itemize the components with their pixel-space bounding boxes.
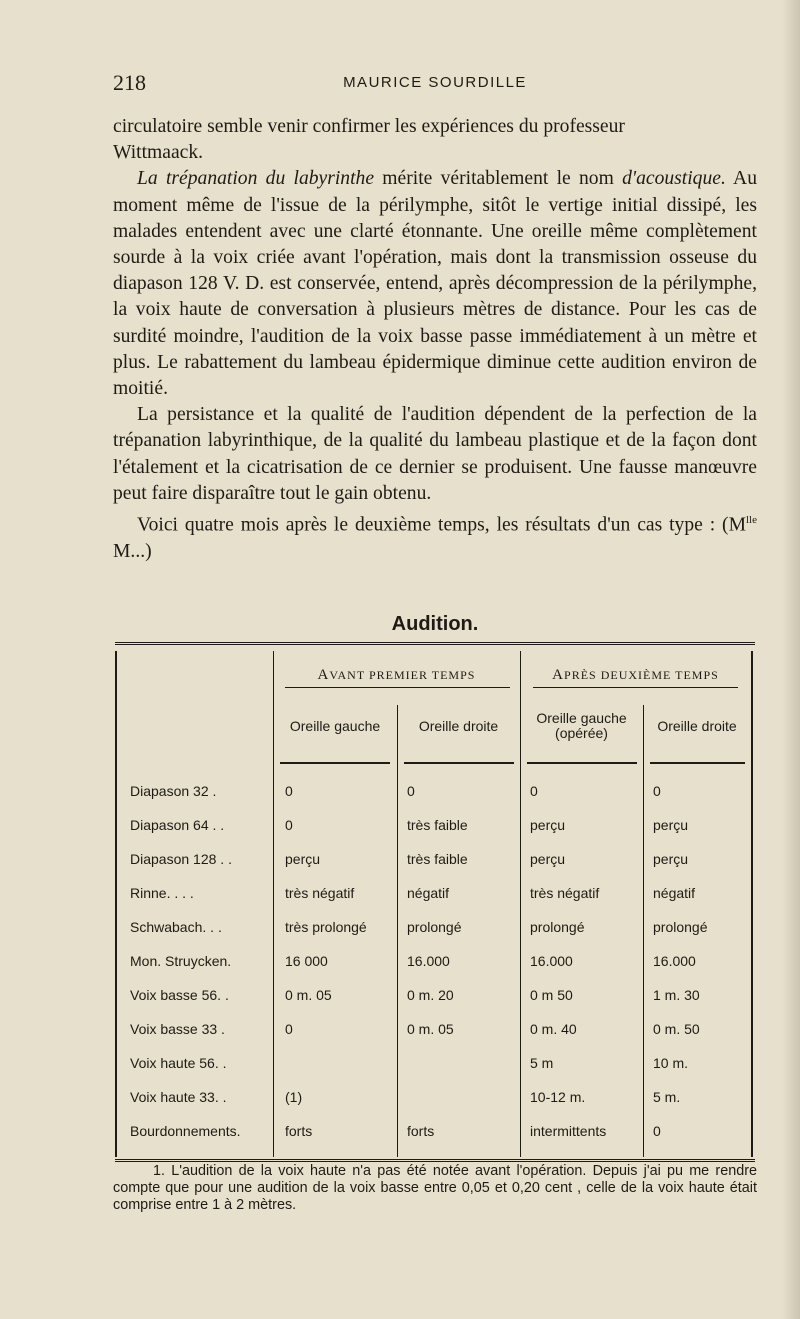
- col-header-1: Oreille gauche: [289, 718, 381, 734]
- col-header-4: Oreille droite: [657, 718, 737, 734]
- table-title: Audition.: [391, 613, 479, 635]
- header-rule-2: [404, 762, 514, 764]
- table-row: Bourdonnements. forts forts intermittents 0: [130, 1123, 661, 1139]
- header-rule-3: [527, 762, 637, 764]
- table-row: Voix haute 56. . 5 m 10 m.: [130, 1055, 689, 1071]
- audition-table: [115, 642, 755, 1162]
- table-row: Voix haute 33. . (1) 10-12 m. 5 m.: [130, 1089, 681, 1105]
- footnote: [113, 1163, 757, 1214]
- paragraph-2: [113, 166, 757, 402]
- table-row: Diapason 64 . . 0 très faible perçu perçu: [130, 817, 689, 833]
- p4-text: Voici quatre mois après le deuxième temps, les résultats d'un cas type : (M: [137, 514, 746, 536]
- table-row: Diapason 128 . . perçu très faible perçu perçu: [130, 851, 689, 867]
- body-text: [113, 114, 757, 565]
- footnote-text: 1. L'audition de la voix haute n'a pas été notée avant l'opération. Depuis j'ai pu me rendre compte que pour une audition de la voix basse entre 0,05 et 0,20 cent , celle de la voix haute était comprise entre 1 à 2 mètres.: [113, 1163, 757, 1213]
- p4-sup: lle: [746, 514, 757, 527]
- table-row: Schwabach. . . très prolongé prolongé prolongé prolongé: [130, 919, 708, 935]
- p1-line2: Wittmaack.: [113, 142, 204, 164]
- table-row: Diapason 32 . 0 0 0 0: [130, 783, 661, 799]
- col-header-2: Oreille droite: [418, 718, 499, 734]
- page-number: 218: [113, 70, 146, 95]
- table-row: Mon. Struycken. 16 000 16.000 16.000 16.000: [130, 953, 696, 969]
- p4-end: M...): [113, 540, 152, 562]
- page-edge-shadow: [782, 0, 800, 1319]
- running-head: MAURICE SOURDILLE: [343, 74, 527, 91]
- p2-italic2: d'acoustique.: [622, 168, 726, 190]
- header-rule-1: [280, 762, 390, 764]
- p2-text1: mérite véritablement le nom: [374, 168, 623, 190]
- p2-italic: La trépanation du labyrinthe: [137, 168, 375, 190]
- paragraph-4: [113, 507, 757, 565]
- p1-line1: circulatoire semble venir confirmer les expériences du professeur: [113, 116, 625, 137]
- page-header: [113, 70, 757, 98]
- header-rule-4: [650, 762, 745, 764]
- paragraph-3: La persistance et la qualité de l'audition dépendent de la perfection de la trépanation labyrinthique, de la qualité du lambeau plastique et de la façon dont l'étalement et la cicatrisation de ce dernier se produisent. Une fausse manœuvre peut faire disparaître tout le gain obtenu.: [113, 404, 757, 504]
- brace-after: [533, 687, 738, 689]
- col-header-3: Oreille gauche (opérée): [536, 710, 627, 741]
- table-row: Voix basse 33 . 0 0 m. 05 0 m. 40 0 m. 50: [130, 1021, 700, 1037]
- brace-before: [285, 687, 510, 689]
- table-row: Voix basse 56. . 0 m. 05 0 m. 20 0 m 50 1 m. 30: [130, 987, 700, 1003]
- group-header-before: AVANT PREMIER TEMPS: [317, 667, 476, 683]
- table-row: Rinne. . . . très négatif négatif très négatif négatif: [130, 885, 696, 901]
- group-header-after: APRÈS DEUXIÈME TEMPS: [552, 667, 719, 683]
- paragraph-1: [113, 114, 757, 166]
- p2-text2: Au moment même de l'issue de la périlymphe, sitôt le vertige initial dissipé, les malades entendent avec une clarté étonnante. Une oreille même complètement sourde à la voix criée avant l'opération, mais dont la transmission osseuse du diapason 128 V. D. est conservée, entend, après décompression de la périlymphe, la voix haute de conversation à plusieurs mètres de distance. Pour les cas de surdité moindre, l'audition de la voix basse passe immédiatement à un mètre et plus. Le rabattement du lambeau épidermique diminue cette audition environ de moitié.: [113, 168, 758, 400]
